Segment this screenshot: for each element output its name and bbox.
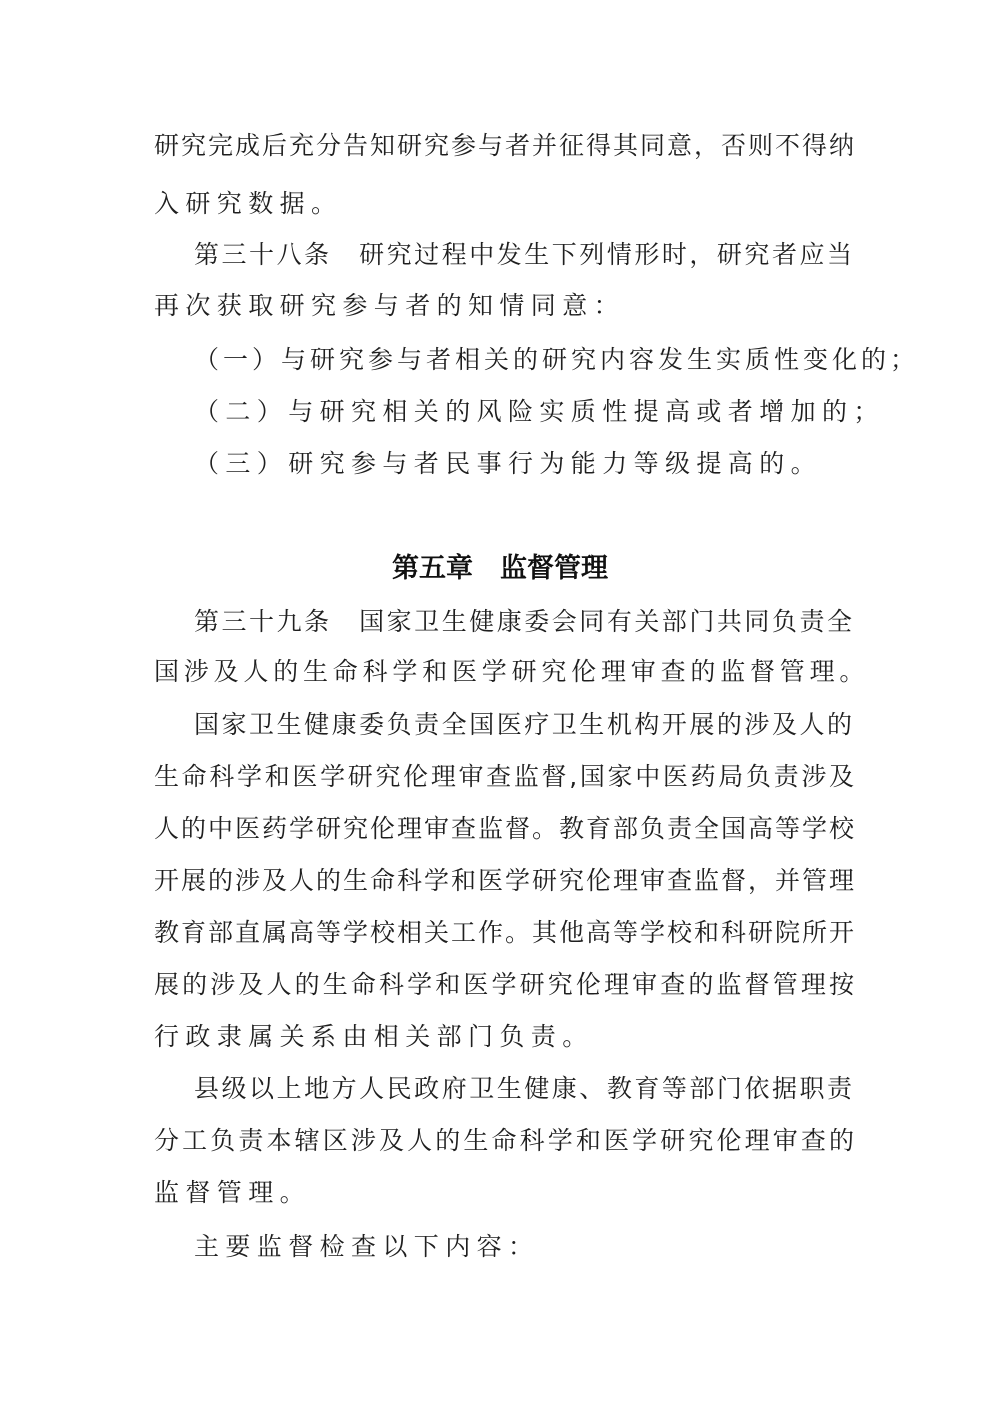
article-39-line-1: 第三十九条 国家卫生健康委会同有关部门共同负责全 <box>194 607 852 636</box>
paragraph-a-line-2: 生命科学和医学研究伦理审查监督,国家中医药局负责涉及 <box>154 762 854 791</box>
paragraph-b-line-3: 监督管理。 <box>154 1178 312 1207</box>
paragraph-b-line-1: 县级以上地方人民政府卫生健康、教育等部门依据职责 <box>194 1074 852 1103</box>
continuation-line-1: 研究完成后充分告知研究参与者并征得其同意，否则不得纳 <box>154 131 854 160</box>
paragraph-a-line-5: 教育部直属高等学校相关工作。其他高等学校和科研院所开 <box>154 918 854 947</box>
paragraph-c-line-1: 主要监督检查以下内容： <box>194 1232 540 1261</box>
paragraph-a-line-7: 行政隶属关系由相关部门负责。 <box>154 1022 594 1051</box>
paragraph-b-line-2: 分工负责本辖区涉及人的生命科学和医学研究伦理审查的 <box>154 1126 854 1155</box>
paragraph-a-line-1: 国家卫生健康委负责全国医疗卫生机构开展的涉及人的 <box>194 710 852 739</box>
continuation-line-2: 入研究数据。 <box>154 189 343 218</box>
paragraph-a-line-4: 开展的涉及人的生命科学和医学研究伦理审查监督，并管理 <box>154 866 854 895</box>
article-39-line-2: 国涉及人的生命科学和医学研究伦理审查的监督管理。 <box>154 657 870 686</box>
paragraph-a-line-6: 展的涉及人的生命科学和医学研究伦理审查的监督管理按 <box>154 970 854 999</box>
article-38-item-1: （一）与研究参与者相关的研究内容发生实质性变化的； <box>194 345 920 374</box>
chapter-title: 第五章 监督管理 <box>392 553 608 584</box>
paragraph-a-line-3: 人的中医药学研究伦理审查监督。教育部负责全国高等学校 <box>154 814 854 843</box>
article-38-item-3: （三）研究参与者民事行为能力等级提高的。 <box>194 449 823 478</box>
article-38-line-2: 再次获取研究参与者的知情同意： <box>154 291 626 320</box>
article-38-line-1: 第三十八条 研究过程中发生下列情形时，研究者应当 <box>194 240 852 269</box>
article-38-item-2: （二）与研究相关的风险实质性提高或者增加的； <box>194 397 885 426</box>
